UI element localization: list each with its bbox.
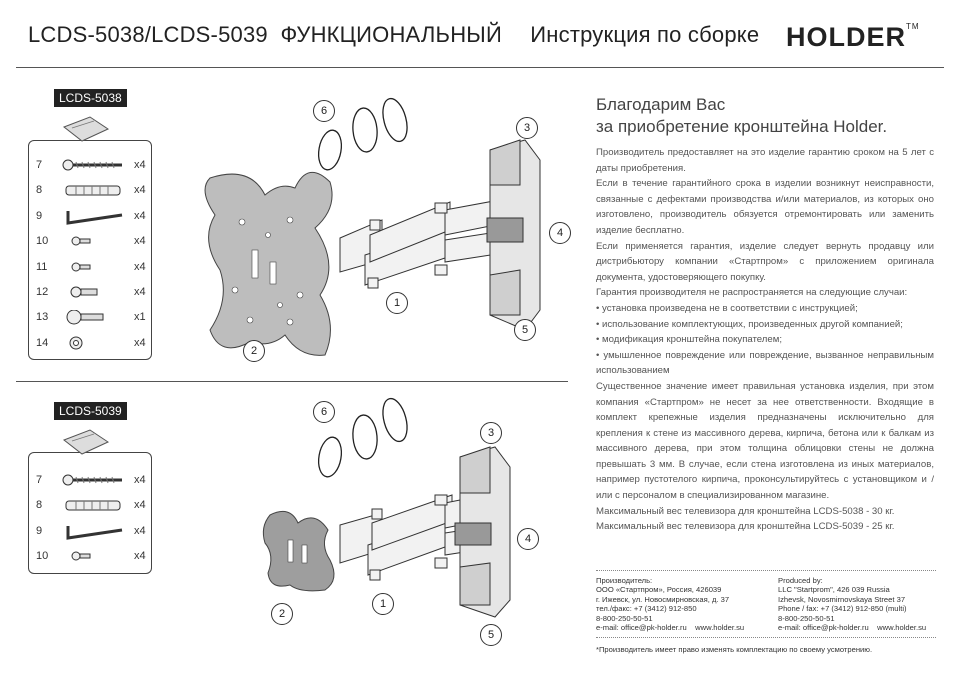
hex-key-icon: [62, 209, 128, 230]
section-divider: [16, 381, 568, 382]
part-number: 12: [36, 286, 49, 298]
contacts-en-line: LLC "Startprom", 426 039 Russia: [778, 585, 890, 595]
callout-2: 2: [243, 340, 265, 362]
part-number: 14: [36, 336, 49, 349]
screw-long-icon: [62, 473, 128, 494]
part-quantity: x4: [134, 474, 146, 486]
callout-3: 3: [516, 117, 538, 139]
thank-you-heading: [596, 94, 887, 138]
part-quantity: x4: [134, 260, 146, 273]
part-number: 8: [36, 499, 43, 512]
callout-4: 4: [517, 528, 539, 550]
warranty-p5: Существенное значение имеет правильная установка изделия, при этом компания «Стартпром» не несет за нее ответственности. Входящие в комплект крепежные изделия предназначены исключительно для крепления к стене из массивного дерева, кирпича, бетона или к балкам из массивного дерева, при этом толщина облицовки стены не должна превышать 3 мм. В случае, если стена изготовлена из иных материалов, например пустотелого кирпича, проконсультируйтесь с установщиком и / или с персоналом в специализированном магазине.: [596, 380, 934, 502]
callout-1: 1: [372, 593, 394, 615]
part-quantity: x4: [134, 209, 146, 222]
warranty-p1: Производитель предоставляет на это изделие гарантию сроком на 5 лет с даты приобретения.: [596, 147, 934, 174]
warranty-p2: Если в течение гарантийного срока в изделии возникнут неисправности, связанные с дефектами производства и/или материалов, из которых оно изготовлено, производитель обязуется отремонтировать или заменить изделие бесплатно.: [596, 178, 934, 236]
warranty-bullet-2: • использование комплектующих, произведенных другой компанией;: [596, 318, 903, 330]
part-quantity: x4: [134, 336, 146, 349]
part-quantity: x4: [134, 286, 146, 298]
part-quantity: x4: [134, 235, 146, 248]
swivel-arm-5038: [340, 198, 510, 288]
anchor-plug-icon: [62, 498, 128, 519]
part-quantity: x4: [134, 524, 146, 537]
bag-icon: [60, 428, 112, 456]
model-label-5039: LCDS-5039: [54, 402, 127, 420]
warranty-bullet-3: • модификация кронштейна покупателем;: [596, 334, 783, 346]
part-quantity: x4: [134, 184, 146, 197]
callout-4: 4: [549, 222, 571, 244]
part-number: 10: [36, 550, 49, 563]
footnote: *Производитель имеет право изменять комплектацию по своему усмотрению.: [596, 645, 873, 654]
bag-icon: [60, 115, 112, 143]
part-number: 8: [36, 184, 43, 197]
logo-text: HOLDER: [786, 22, 906, 52]
part-quantity: x1: [134, 311, 146, 324]
contacts-en-line: Phone / fax: +7 (3412) 912-850 (multi): [778, 604, 907, 614]
callout-2: 2: [271, 603, 293, 625]
contacts-ru-line: 8-800-250-50-51: [596, 613, 653, 623]
part-number: 10: [36, 235, 49, 248]
part-quantity: x4: [134, 159, 146, 171]
contacts-en-line: 8-800-250-50-51: [778, 613, 835, 623]
holder-logo: [786, 22, 920, 53]
warranty-p4: Гарантия производителя не распространяется на следующие случаи:: [596, 287, 908, 299]
header-divider: [16, 67, 944, 68]
hex-key-icon: [62, 524, 128, 545]
page-header-title: [28, 22, 759, 48]
contacts-en-line: e-mail: office@pk-holder.ru www.holder.su: [778, 623, 927, 633]
wall-bracket-5039: [455, 447, 510, 617]
part-number: 11: [36, 260, 48, 273]
bolt-short-icon: [62, 234, 128, 255]
thanks-line-2: за приобретение кронштейна Holder.: [596, 117, 888, 136]
callout-1: 1: [386, 292, 408, 314]
washer-icon: [62, 336, 128, 357]
bolt-short-icon: [62, 260, 128, 281]
max-weight-5038: Максимальный вес телевизора для кронштейна LCDS-5038 - 30 кг.: [596, 505, 895, 517]
part-quantity: x4: [134, 499, 146, 512]
warranty-p3: Если применяется гарантия, изделие следует вернуть продавцу или дистрибьютору компании «Стартпром» с приложением оригинала документа, удостоверяющего покупку.: [596, 240, 934, 283]
part-number: 9: [36, 524, 43, 537]
thanks-line-1: Благодарим Вас: [596, 95, 726, 114]
callout-5: 5: [480, 624, 502, 646]
screw-long-icon: [62, 158, 128, 179]
vesa-plate-5038: [205, 172, 332, 355]
bolt-short-icon: [62, 549, 128, 570]
part-number: 9: [36, 209, 43, 222]
callout-6: 6: [313, 401, 335, 423]
contacts-english: [778, 576, 938, 632]
contacts-ru-line: e-mail: office@pk-holder.ru www.holder.su: [596, 623, 745, 633]
warranty-text: [596, 145, 934, 535]
anchor-plug-icon: [62, 183, 128, 204]
dotted-divider: [596, 637, 936, 638]
product-type: ФУНКЦИОНАЛЬНЫЙ: [280, 22, 502, 47]
wall-bracket-5038: [487, 140, 540, 330]
contacts-ru-heading: Производитель:: [596, 576, 653, 585]
vesa-plate-5039: [263, 511, 334, 590]
model-label-5038: LCDS-5038: [54, 89, 127, 107]
contacts-en-heading: Produced by:: [778, 576, 823, 585]
contacts-en-line: Izhevsk, Novosmirnovskaya Street 37: [778, 594, 906, 604]
part-number: 13: [36, 311, 49, 324]
part-quantity: x4: [134, 550, 146, 563]
max-weight-5039: Максимальный вес телевизора для кронштейна LCDS-5039 - 25 кг.: [596, 521, 895, 533]
callout-5: 5: [514, 319, 536, 341]
contacts-ru-line: г. Ижевск, ул. Новосмирновская, д. 37: [596, 594, 730, 604]
logo-trademark: TM: [906, 22, 920, 31]
callout-3: 3: [480, 422, 502, 444]
model-numbers: LCDS-5038/LCDS-5039: [28, 22, 268, 47]
warranty-bullet-1: • установка произведена не в соответствии с инструкцией;: [596, 302, 858, 314]
callout-6: 6: [313, 100, 335, 122]
part-number: 7: [36, 159, 43, 171]
document-title: Инструкция по сборке: [530, 22, 760, 47]
warranty-bullet-4: • умышленное повреждение или повреждение, вызванное неправильным использованием: [596, 349, 934, 377]
bolt-large-icon: [62, 310, 128, 331]
contacts-russian: [596, 576, 771, 632]
dotted-divider: [596, 570, 936, 571]
contacts-ru-line: ООО «Стартпром», Россия, 426039: [596, 585, 722, 595]
bolt-medium-icon: [62, 285, 128, 306]
part-number: 7: [36, 474, 43, 486]
contacts-ru-line: тел./факс: +7 (3412) 912-850: [596, 604, 697, 614]
